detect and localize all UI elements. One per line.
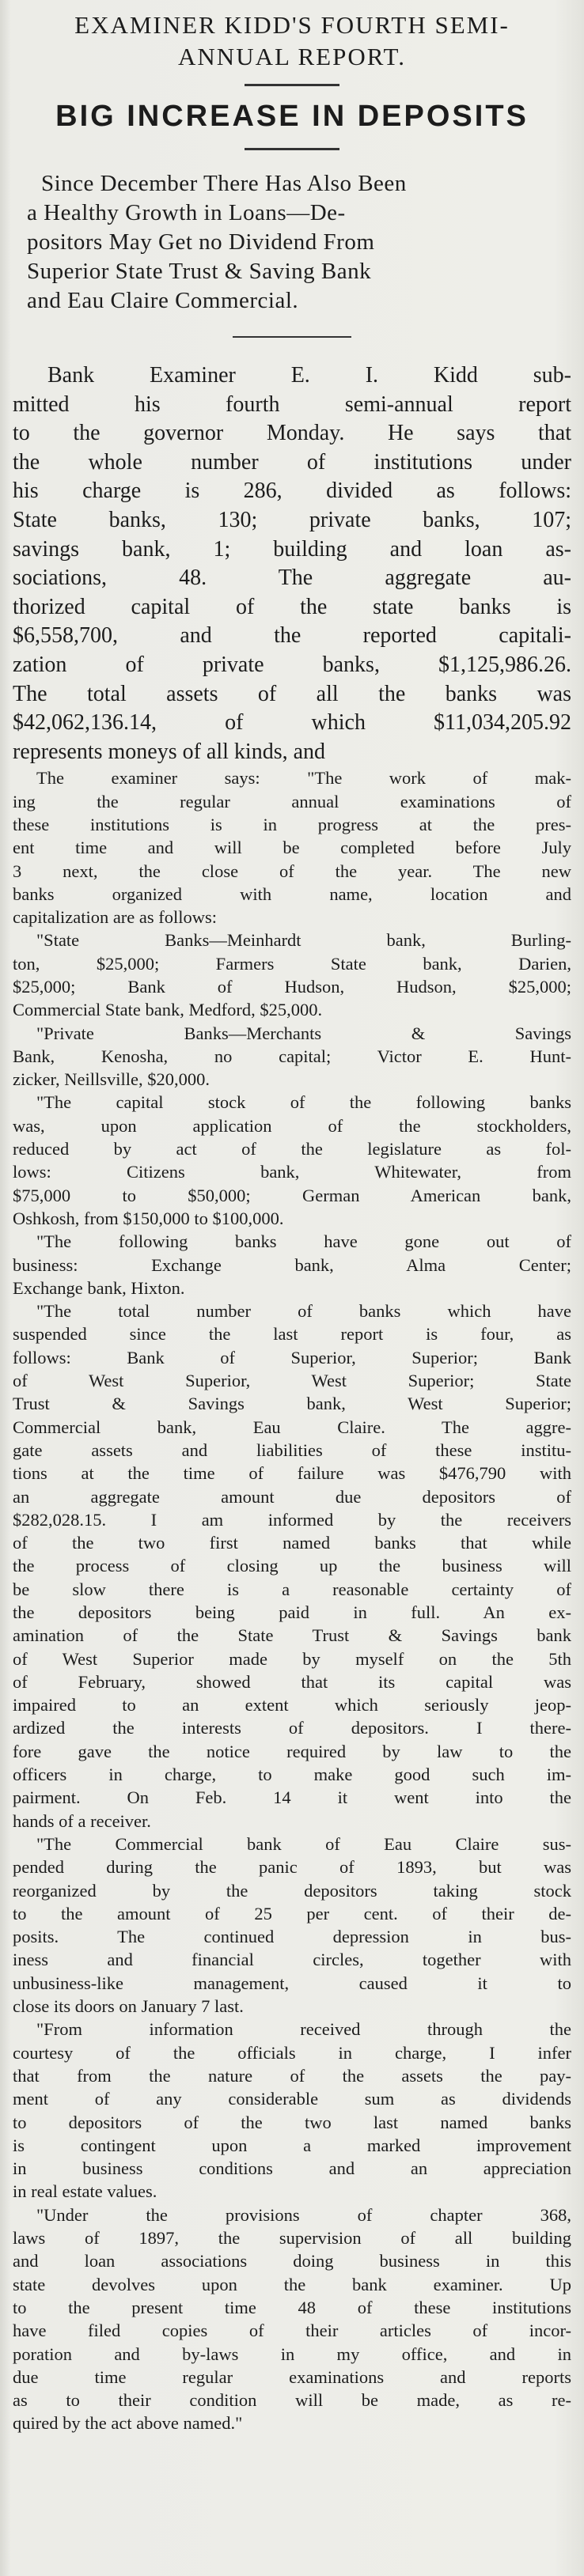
lead-line: thorized capital of the state banks is	[13, 594, 571, 619]
lead-line: represents moneys of all kinds, and	[13, 739, 326, 764]
headline-line: ANNUAL REPORT.	[178, 43, 406, 70]
paragraph-line: the depositors being paid in full. An ex-	[13, 1602, 571, 1622]
paragraph-line: is contingent upon a marked improvement	[13, 2135, 571, 2155]
paragraph-line: in business conditions and an appreciation	[13, 2158, 571, 2179]
paragraph-line: close its doors on January 7 last.	[13, 1996, 244, 2017]
divider-rule	[245, 84, 339, 86]
paragraph-line: banks organized with name, location and	[13, 883, 571, 904]
paragraph-line: business: Exchange bank, Alma Center;	[13, 1254, 571, 1275]
paragraph-line: The examiner says: "The work of mak-	[36, 768, 571, 789]
paragraph	[13, 1230, 571, 1299]
lead-line: savings bank, 1; building and loan as-	[13, 536, 571, 562]
paragraph-line: "The capital stock of the following banks	[36, 1092, 571, 1113]
paragraph-line: have filed copies of their articles of incor-	[13, 2321, 571, 2341]
paragraph	[13, 2018, 571, 2203]
paragraph	[13, 1833, 571, 2018]
paragraph	[13, 1022, 571, 1091]
lead-line: State banks, 130; private banks, 107;	[13, 507, 571, 532]
lead-line: zation of private banks, $1,125,986.26.	[13, 652, 571, 677]
paragraph-line: of West Superior, West Superior; State	[13, 1371, 571, 1391]
paragraph-line: ment of any considerable sum as dividends	[13, 2089, 571, 2109]
lead-line: to the governor Monday. He says that	[13, 421, 571, 446]
paragraph-line: capitalization are as follows:	[13, 907, 218, 928]
paragraph-line: reduced by act of the legislature as fol-	[13, 1139, 571, 1159]
subheadline: BIG INCREASE IN DEPOSITS	[55, 100, 529, 133]
paragraph-line: ing the regular annual examinations of	[13, 791, 571, 811]
paragraph	[13, 1091, 571, 1230]
paragraph-line: be slow there is a reasonable certainty of	[13, 1579, 571, 1599]
paragraph-line: Oshkosh, from $150,000 to $100,000.	[13, 1208, 284, 1228]
paragraph	[13, 929, 571, 1021]
paragraph-line: to the amount of 25 per cent. of their de-	[13, 1903, 571, 1923]
paragraph-line: "Under the provisions of chapter 368,	[36, 2204, 571, 2225]
paragraph-line: as to their condition will be made, as re-	[13, 2390, 571, 2411]
paragraph	[13, 1299, 571, 1833]
paragraph-line: of February, showed that its capital was	[13, 1671, 571, 1692]
paragraph-line: ardized the interests of depositors. I there-	[13, 1718, 571, 1738]
lead-line: sociations, 48. The aggregate au-	[13, 566, 571, 591]
paragraph-line: $75,000 to $50,000; German American bank,	[13, 1185, 571, 1205]
deck-line: Since December There Has Also Been	[41, 171, 407, 196]
divider-rule	[245, 148, 339, 150]
deck-line: Superior State Trust & Saving Bank	[27, 259, 372, 284]
article-body	[13, 766, 571, 2434]
paragraph-line: ent time and will be completed before July	[13, 838, 571, 858]
deck-line: a Healthy Growth in Loans—De-	[27, 200, 346, 225]
paragraph-line: "The Commercial bank of Eau Claire sus-	[36, 1833, 571, 1854]
paragraph-line: and loan associations doing business in this	[13, 2251, 571, 2271]
lead-paragraph	[13, 361, 571, 766]
paragraph-line: "State Banks—Meinhardt bank, Burling-	[36, 930, 571, 951]
paragraph-line: ton, $25,000; Farmers State bank, Darien,	[13, 953, 571, 974]
deck-line: and Eau Claire Commercial.	[27, 288, 299, 313]
paragraph-line: quired by the act above named."	[13, 2413, 243, 2434]
paragraph-line: "Private Banks—Merchants & Savings	[36, 1023, 571, 1043]
deck-line: positors May Get no Dividend From	[27, 229, 375, 255]
paragraph-line: Commercial bank, Eau Claire. The aggre-	[13, 1417, 571, 1437]
paragraph-line: Bank, Kenosha, no capital; Victor E. Hunt-	[13, 1046, 571, 1066]
paragraph-line: $282,028.15. I am informed by the receivers	[13, 1509, 571, 1530]
paragraph-line: laws of 1897, the supervision of all building	[13, 2228, 571, 2249]
paragraph-line: "From information received through the	[36, 2019, 571, 2040]
paragraph-line: posits. The continued depression in bus-	[13, 1927, 571, 1947]
paragraph	[13, 2203, 571, 2435]
deck	[27, 169, 557, 316]
paragraph-line: Trust & Savings bank, West Superior;	[13, 1394, 571, 1414]
paragraph-line: due time regular examinations and reports	[13, 2366, 571, 2387]
paragraph-line: "The total number of banks which have	[36, 1301, 571, 1322]
paragraph-line: in real estate values.	[13, 2181, 157, 2202]
paragraph-line: state devolves upon the bank examiner. Up	[13, 2274, 571, 2294]
paragraph-line: Commercial State bank, Medford, $25,000.	[13, 1000, 323, 1020]
paragraph	[13, 766, 571, 929]
lead-line: his charge is 286, divided as follows:	[13, 479, 571, 504]
paragraph-line: suspended since the last report is four, as	[13, 1324, 571, 1345]
paragraph-line: tions at the time of failure was $476,790 with	[13, 1463, 571, 1484]
paragraph-line: these institutions is in progress at the pres-	[13, 814, 571, 834]
paragraph-line: reorganized by the depositors taking stock	[13, 1880, 571, 1901]
lead-line: Bank Examiner E. I. Kidd sub-	[47, 363, 571, 388]
paragraph-line: lows: Citizens bank, Whitewater, from	[13, 1162, 571, 1182]
paragraph-line: was, upon application of the stockholders,	[13, 1115, 571, 1136]
paragraph-line: that from the nature of the assets the pay-	[13, 2065, 571, 2086]
paragraph-line: pended during the panic of 1893, but was	[13, 1857, 571, 1878]
divider-rule	[233, 336, 351, 338]
paragraph-line: amination of the State Trust & Savings bank	[13, 1625, 571, 1646]
paragraph-line: zicker, Neillsville, $20,000.	[13, 1069, 210, 1090]
paragraph-line: Exchange bank, Hixton.	[13, 1277, 185, 1298]
lead-line: The total assets of all the banks was	[13, 681, 571, 706]
paragraph-line: to depositors of the two last named banks	[13, 2112, 571, 2132]
headline-line: EXAMINER KIDD'S FOURTH SEMI-	[74, 11, 510, 39]
paragraph-line: iness and financial circles, together with	[13, 1950, 571, 1970]
paragraph-line: officers in charge, to make good such im-	[13, 1765, 571, 1785]
paragraph-line: follows: Bank of Superior, Superior; Bank	[13, 1347, 571, 1367]
paragraph-line: unbusiness-like management, caused it to	[13, 1973, 571, 1993]
paragraph-line: fore gave the notice required by law to the	[13, 1741, 571, 1761]
paragraph-line: gate assets and liabilities of these institu-	[13, 1439, 571, 1460]
paragraph-line: of the two first named banks that while	[13, 1533, 571, 1553]
paragraph-line: hands of a receiver.	[13, 1810, 151, 1831]
paragraph-line: 3 next, the close of the year. The new	[13, 861, 571, 881]
lead-line: $6,558,700, and the reported capitali-	[13, 623, 571, 649]
lead-line: mitted his fourth semi-annual report	[13, 392, 571, 417]
lead-line: $42,062,136.14, of which $11,034,205.92	[13, 710, 571, 736]
paragraph-line: the process of closing up the business will	[13, 1556, 571, 1576]
paragraph-line: poration and by-laws in my office, and in	[13, 2343, 571, 2364]
paragraph-line: an aggregate amount due depositors of	[13, 1486, 571, 1507]
lead-line: the whole number of institutions under	[13, 449, 571, 475]
paragraph-line: of West Superior made by myself on the 5th	[13, 1648, 571, 1669]
paragraph-line: "The following banks have gone out of	[36, 1231, 571, 1252]
paragraph-line: courtesy of the officials in charge, I infer	[13, 2042, 571, 2063]
paragraph-line: pairment. On Feb. 14 it went into the	[13, 1787, 571, 1808]
paragraph-line: to the present time 48 of these institutions	[13, 2297, 571, 2317]
headline	[13, 0, 571, 73]
paragraph-line: $25,000; Bank of Hudson, Hudson, $25,000;	[13, 976, 571, 997]
paragraph-line: impaired to an extent which seriously jeop-	[13, 1695, 571, 1715]
